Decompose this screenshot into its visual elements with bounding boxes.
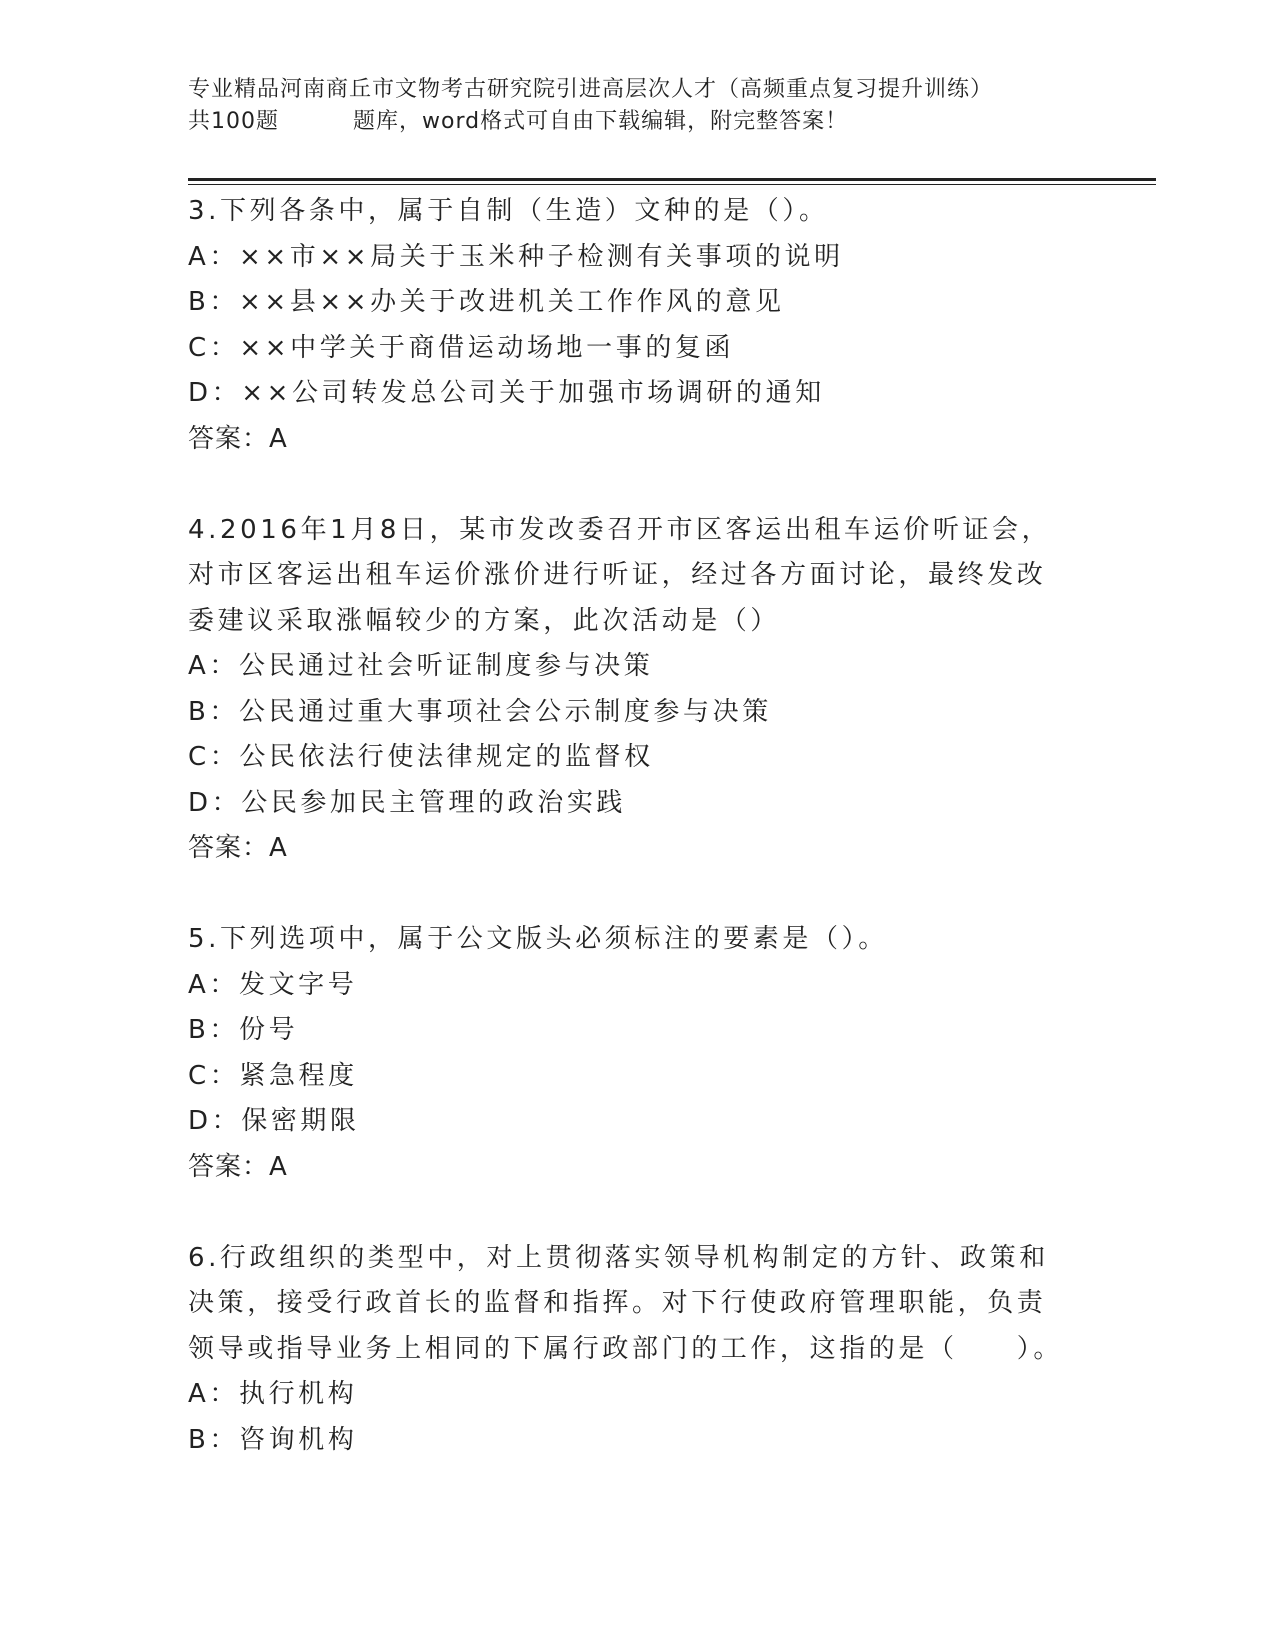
question-list (188, 189, 1068, 1463)
header-title: 专业精品河南商丘市文物考古研究院引进高层次人才（高频重点复习提升训练） (188, 77, 994, 102)
option-b: B：××县××办关于改进机关工作作风的意见 (188, 287, 785, 317)
question-text: 6.行政组织的类型中，对上贯彻落实领导机构制定的方针、政策和决策，接受行政首长的监督和指挥。对下行使政府管理职能，负责领导或指导业务上相同的下属行政部门的工作，这指的是（ ）。 (188, 1242, 1064, 1364)
question-text: 4.2016年1月8日，某市发改委召开市区客运出租车运价听证会，对市区客运出租车运价涨价进行听证，经过各方面讨论，最终发改委建议采取涨幅较少的方案，此次活动是（） (188, 514, 1052, 636)
answer: 答案：A (188, 423, 288, 454)
option-d: D：保密期限 (188, 1106, 360, 1136)
header-description: 题库，word格式可自由下载编辑，附完整答案！ (353, 109, 849, 134)
question-text: 3.下列各条中，属于自制（生造）文种的是（）。 (188, 196, 829, 226)
option-a: A：执行机构 (188, 1379, 358, 1409)
header-divider-thick (188, 178, 1156, 181)
option-c: C：××中学关于商借运动场地一事的复函 (188, 332, 735, 363)
header-divider-thin (188, 184, 1156, 185)
header-question-count: 共100题 (188, 109, 279, 134)
question-text: 5.下列选项中，属于公文版头必须标注的要素是（）。 (188, 924, 888, 954)
header-subtitle-line (188, 106, 1088, 138)
option-b: B：公民通过重大事项社会公示制度参与决策 (188, 696, 772, 727)
question-block (188, 917, 1068, 1190)
option-a: A：发文字号 (188, 969, 358, 1000)
option-c: C：公民依法行使法律规定的监督权 (188, 742, 654, 772)
option-d: D：公民参加民主管理的政治实践 (188, 787, 627, 818)
question-block (188, 1236, 1068, 1464)
option-a: A：公民通过社会听证制度参与决策 (188, 651, 654, 681)
option-d: D：××公司转发总公司关于加强市场调研的通知 (188, 378, 825, 408)
option-a: A：××市××局关于玉米种子检测有关事项的说明 (188, 241, 844, 272)
answer: 答案：A (188, 1151, 288, 1182)
option-b: B：份号 (188, 1015, 299, 1045)
answer: 答案：A (188, 833, 288, 863)
question-block (188, 189, 1068, 462)
option-c: C：紧急程度 (188, 1060, 358, 1091)
option-b: B：咨询机构 (188, 1424, 358, 1455)
document-header (188, 74, 1088, 138)
question-block (188, 508, 1068, 872)
